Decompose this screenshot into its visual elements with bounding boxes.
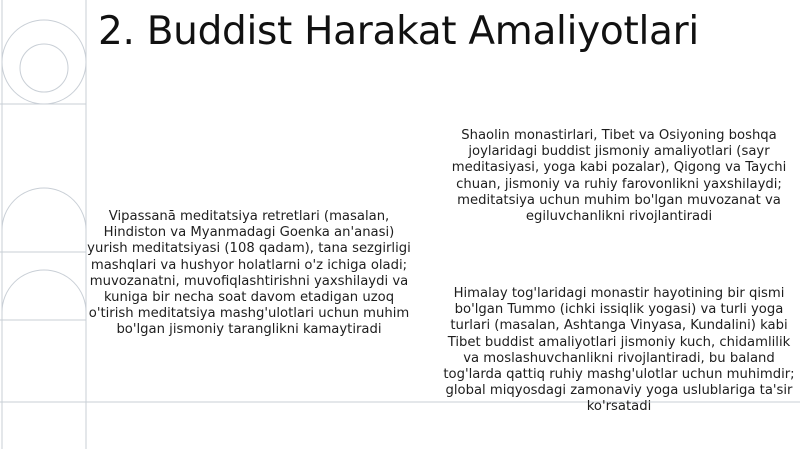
paragraph-shaolin: Shaolin monastirlari, Tibet va Osiyoning boshqa joylaridagi buddist jismoniy amaliyotlari (sayr meditasiyasi, yoga kabi pozalar), Qigong va Taychi chuan, jismoniy va ruhiy farovonlikni yaxshilaydi; meditatsiya uchun muhim bo'lgan muvozanat va egiluvchanlikni rivojlantiradi — [451, 128, 787, 225]
deco-circle-small — [20, 44, 68, 92]
deco-arch-upper — [2, 188, 86, 252]
paragraph-vipassana: Vipassanā meditatsiya retretlari (masalan, Hindiston va Myanmadagi Goenka an'anasi) yurish meditatsiyasi (108 qadam), tana sezgirligi mashqlari va hushyor holatlarni o'z ichiga oladi; muvozanatni, muvofiqlashtirishni yaxshilaydi va kuniga bir necha soat davom etadigan uzoq o'tirish meditatsiya mashg'ulotlari uchun muhim bo'lgan jismoniy taranglikni kamaytiradi — [87, 209, 411, 338]
deco-arch-lower — [2, 270, 86, 320]
deco-circle-large — [2, 20, 86, 104]
paragraph-tummo: Himalay tog'laridagi monastir hayotining bir qismi bo'lgan Tummo (ichki issiqlik yogasi) va turli yoga turlari (masalan, Ashtanga Vinyasa, Kundalini) kabi Tibet buddist amaliyotlari jismoniy kuch, chidamlilik va moslashuvchanlikni rivojlantiradi, bu baland tog'larda qattiq ruhiy mashg'ulotlar uchun muhimdir; global miqyosdagi zamonaviy yoga uslublariga ta'sir ko'rsatadi — [443, 286, 795, 415]
slide-title: 2. Buddist Harakat Amaliyotlari — [98, 9, 699, 54]
